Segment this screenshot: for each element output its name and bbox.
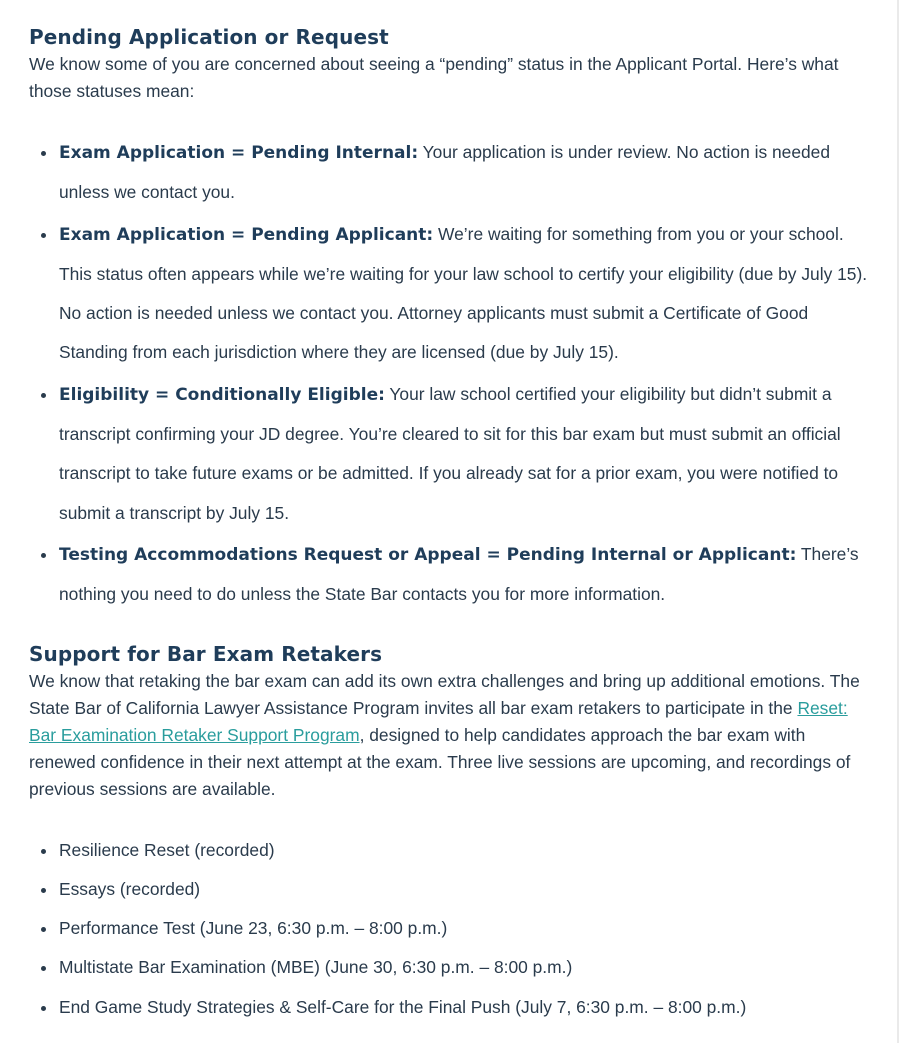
- bullet-dot: [41, 393, 46, 398]
- session-item: [29, 948, 874, 987]
- status-label: Eligibility = Conditionally Eligible:: [59, 384, 385, 405]
- session-label: Resilience Reset (recorded): [59, 839, 275, 860]
- status-description: We’re waiting for something from you or your school. This status often appears while we’re waiting for your law school to certify your eligibility (due by July 15). No action is needed unless we contact you. Attorney applicants must submit a Certificate of Good Standing from each jurisdiction where they are licensed (due by July 15).: [59, 223, 868, 363]
- session-item: [29, 988, 874, 1027]
- session-item: [29, 909, 874, 948]
- sessions-list: [29, 831, 874, 1027]
- status-description: There’s nothing you need to do unless the State Bar contacts you for more information.: [59, 543, 859, 605]
- status-item: [29, 375, 874, 533]
- bullet-dot: [41, 927, 46, 932]
- bullet-dot: [41, 1006, 46, 1011]
- status-list: [29, 133, 874, 615]
- bullet-dot: [41, 151, 46, 156]
- bullet-dot: [41, 849, 46, 854]
- retaker-support-program-link[interactable]: Reset: Bar Examination Retaker Support Program: [29, 697, 848, 745]
- status-description: Your application is under review. No action is needed unless we contact you.: [59, 142, 831, 203]
- status-item: [29, 535, 874, 615]
- status-label: Testing Accommodations Request or Appeal = Pending Internal or Applicant:: [59, 544, 797, 565]
- retakers-intro-text: We know that retaking the bar exam can add its own extra challenges and bring up additional emotions. The State Bar of California Lawyer Assistance Program invites all bar exam retakers to participate in the: [29, 670, 860, 718]
- session-item: [29, 870, 874, 909]
- status-description: Your law school certified your eligibility but didn’t submit a transcript confirming your JD degree. You’re cleared to sit for this bar exam but must submit an official transcript to take future exams or be admitted. If you already sat for a prior exam, you were notified to submit a transcript by July 15.: [59, 383, 841, 523]
- session-label: Multistate Bar Examination (MBE) (June 30, 6:30 p.m. – 8:00 p.m.): [59, 957, 573, 978]
- article-content: [29, 23, 874, 1027]
- bullet-dot: [41, 233, 46, 238]
- session-label: Performance Test (June 23, 6:30 p.m. – 8:00 p.m.): [59, 918, 448, 939]
- pending-section: [29, 23, 874, 615]
- session-label: Essays (recorded): [59, 878, 201, 899]
- retakers-section: [29, 640, 874, 1027]
- bullet-dot: [41, 888, 46, 893]
- retakers-intro-text-end: , designed to help candidates approach the bar exam with renewed confidence in their next attempt at the exam. Three live sessions are upcoming, and recordings of previous sessions are available.: [29, 724, 851, 799]
- retakers-intro: [29, 668, 874, 803]
- page-edge-divider: [897, 0, 899, 1043]
- status-label: Exam Application = Pending Internal:: [59, 143, 419, 163]
- bullet-dot: [41, 553, 46, 558]
- retakers-heading: Support for Bar Exam Retakers: [29, 641, 383, 666]
- session-item: [29, 831, 874, 870]
- bullet-dot: [41, 966, 46, 971]
- pending-intro: We know some of you are concerned about seeing a “pending” status in the Applicant Portal. Here’s what those statuses mean:: [29, 54, 839, 101]
- pending-heading: Pending Application or Request: [29, 25, 389, 49]
- status-label: Exam Application = Pending Applicant:: [59, 224, 434, 245]
- status-item: [29, 215, 874, 373]
- status-item: [29, 133, 874, 213]
- session-label: End Game Study Strategies & Self-Care for the Final Push (July 7, 6:30 p.m. – 8:00 p.m.): [59, 996, 747, 1017]
